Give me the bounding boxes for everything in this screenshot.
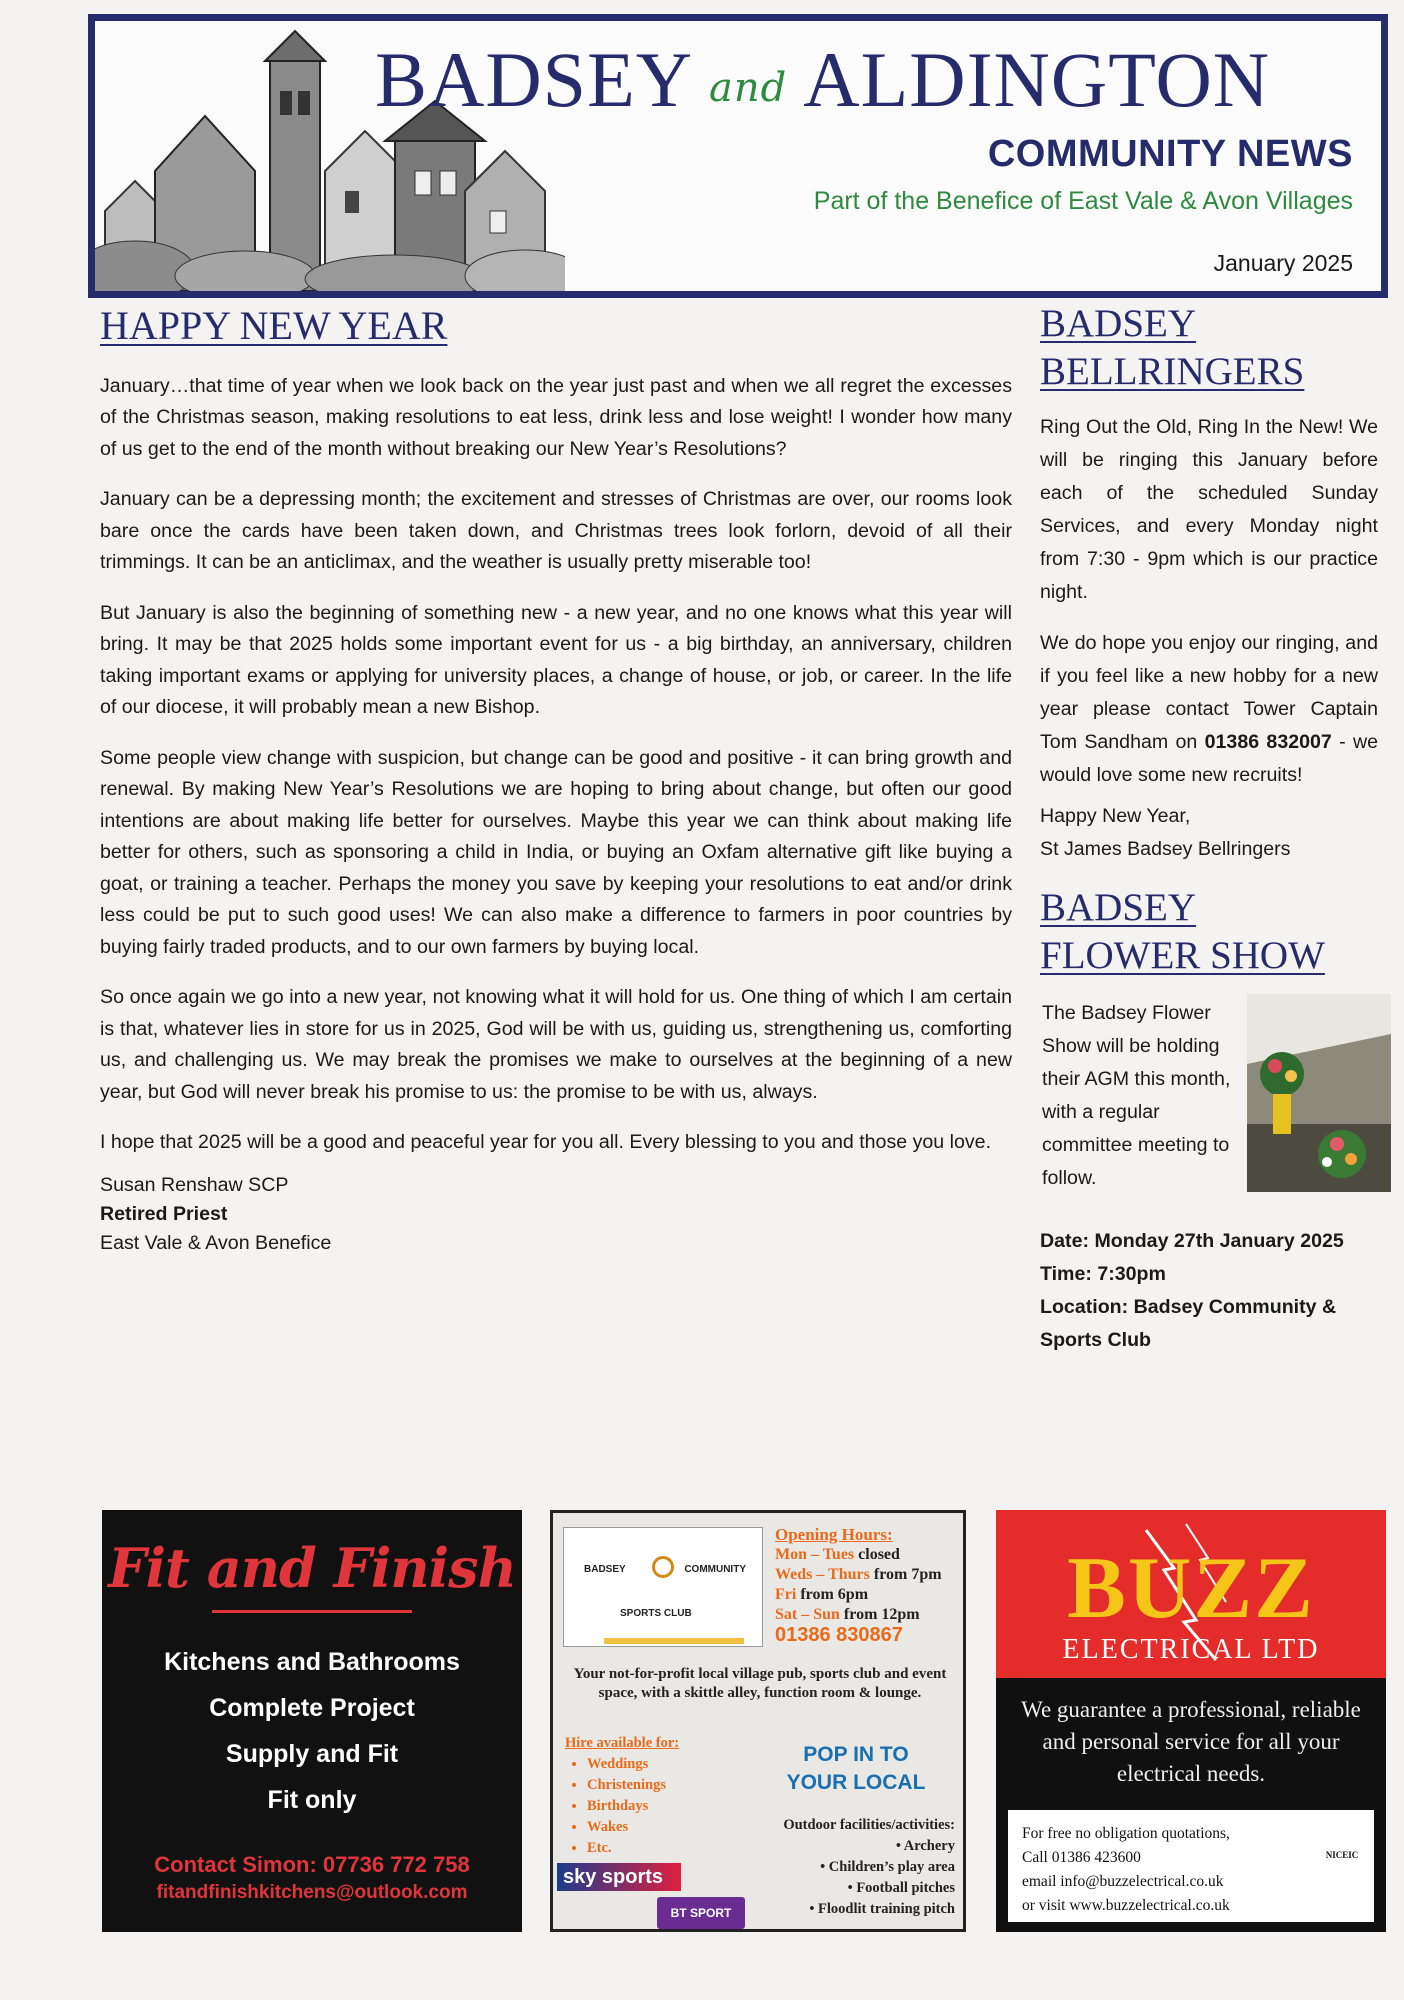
fit-finish-title: Fit and Finish [108,1536,516,1600]
football-icon [652,1556,674,1578]
bt-sport-logo: BT SPORT [657,1897,745,1929]
flower-show-block [1040,997,1378,1211]
flower-show-heading: BADSEY FLOWER SHOW [1040,886,1325,977]
article-paragraph: January…that time of year when we look back on the year just past and when we all regret the excesses of the Christmas season, making resolutions to eat less, drink less and lose weight! I wonder how many of us get to the end of the month without breaking our New Year’s Resolutions? [100,374,1012,460]
sports-club-description: Your not-for-profit local village pub, sports club and event space, with a skittle alley, function room & lounge. [573,1666,947,1701]
flower-show-location: Location: Badsey Community & Sports Club [1040,1296,1337,1352]
fit-finish-line: Kitchens and Bathrooms [164,1648,460,1676]
article-paragraph: I hope that 2025 will be a good and peaceful year for you all. Every blessing to you and those you love. [100,1131,992,1154]
hire-item: • Wakes [587,1817,679,1838]
article-paragraph: January can be a depressing month; the excitement and stresses of Christmas are over, our rooms look bare once the cards have been taken down, and Christmas trees look forlorn, devoid of all their trimmings. It can be an anticlimax, and the weather is usually pretty miserable too! [100,488,1012,574]
fit-and-finish-ad [102,1510,522,1932]
outdoor-item: • Floodlit training pitch [809,1901,955,1917]
bellringers-paragraph: Ring Out the Old, Ring In the New! We will be ringing this January before each of the scheduled Sunday Services, and every Monday night from 7:30 - 9pm which is our practice night. [1040,416,1378,604]
outdoor-item: • Archery [895,1838,955,1854]
pop-in-slogan: POP IN TO YOUR LOCAL [786,1743,926,1794]
bellringers-signoff: Happy New Year, St James Badsey Bellringers [1040,805,1291,861]
hire-item: • Christenings [587,1775,679,1796]
flower-show-text: The Badsey Flower Show will be holding their AGM this month, with a regular committee meeting to follow. [1042,1002,1231,1190]
buzz-guarantee: We guarantee a professional, reliable and personal service for all your electrical needs. [1021,1697,1361,1786]
flower-show-details [1040,1225,1378,1357]
bellringers-contact: We do hope you enjoy our ringing, and if you feel like a new hobby for a new year please contact Tower Captain Tom Sandham on 01386 832007 - we would love some new recruits! [1040,632,1379,787]
buzz-email: email info@buzzelectrical.co.uk [1022,1873,1224,1890]
signature-parish: East Vale & Avon Benefice [100,1231,332,1254]
fit-finish-contact: Contact Simon: 07736 772 758 fitandfinishkitchens@outlook.com [102,1851,522,1907]
fit-finish-divider [212,1610,412,1613]
signature-role: Retired Priest [100,1202,228,1225]
article-paragraph: But January is also the beginning of something new - a new year, and no one knows what this year will bring. It may be that 2025 holds some important event for us - a big birthday, an anniversary, children taking important exams or applying for university places, a change of house, or job, or career. In the life of our diocese, it will probably mean a new Bishop. [100,601,1012,719]
masthead [88,14,1388,298]
hours-row: Weds – Thurs from 7pm [775,1566,942,1583]
flower-arrangement-photo [1247,994,1391,1192]
hire-item: • Birthdays [587,1796,679,1817]
outdoor-item: • Football pitches [847,1880,955,1896]
buzz-subtitle: ELECTRICAL LTD [1062,1634,1320,1665]
signature-name: Susan Renshaw SCP [100,1173,289,1196]
hours-row: Mon – Tues closed [775,1546,900,1563]
sports-club-phone: 01386 830867 [775,1624,903,1646]
article-paragraph: So once again we go into a new year, not knowing what it will hold for us. One thing of which I am certain is that, whatever lies in store for us in 2025, God will be with us, guiding us, strengthening us, comforting us, and challenging us. We may break the promises we make to ourselves at the beginning of a new year, but God will never break his promise to us: the promise to be with us, always. [100,986,1012,1103]
logo-underline [604,1638,744,1644]
fit-finish-line: Fit only [267,1786,357,1814]
bellringers-phone: 01386 832007 [1204,731,1332,754]
masthead-title: BADSEY and ALDINGTON [375,36,1271,123]
fit-finish-line: Supply and Fit [225,1740,399,1768]
issue-date: January 2025 [1213,250,1353,276]
buzz-electrical-ad [996,1510,1386,1932]
fit-finish-line: Complete Project [209,1694,415,1722]
happy-new-year-article [100,302,1012,1258]
bellringers-heading: BADSEY BELLRINGERS [1040,302,1305,393]
benefice-line: Part of the Benefice of East Vale & Avon Villages [813,187,1353,215]
hours-row: Fri from 6pm [775,1586,869,1603]
hours-row: Sat – Sun from 12pm [775,1606,920,1623]
buzz-banner [996,1510,1386,1678]
flower-show-time: Time: 7:30pm [1040,1263,1166,1286]
opening-hours: Opening Hours: Mon – Tues closed Weds – Thurs from 7pm Fri from 6pm Sat – Sun from 12pm 01386 830867 [775,1525,942,1646]
fit-finish-email: fitandfinishkitchens@outlook.com [156,1882,468,1903]
hire-item: • Weddings [587,1754,679,1775]
masthead-subtitle: COMMUNITY NEWS [987,133,1353,175]
sky-sports-logo: sky sports [557,1863,681,1891]
side-column [1040,300,1378,1357]
flower-show-date: Date: Monday 27th January 2025 [1040,1230,1344,1253]
article-paragraph: Some people view change with suspicion, but change can be good and positive - it can bring growth and renewal. By making New Year’s Resolutions we are hoping to bring about change, but often our good intentions are about making life better for ourselves. Maybe this year we can think about making life better for others, such as sponsoring a child in India, or buying an Oxfam alternative gift like buying a goat, or training a teacher. Perhaps the money you save by keeping your resolutions to eat and/or drink less could be put to such good uses! We can also make a difference to farmers in poor countries by buying fairly traded products, and to our own farmers by buying local. [100,746,1012,958]
hire-item: • Etc. [587,1838,679,1859]
article-heading: HAPPY NEW YEAR [100,303,448,348]
buzz-phone: Call 01386 423600 [1022,1849,1141,1866]
sports-club-ad [550,1510,966,1932]
niceic-badge: NICEIC [1325,1850,1359,1860]
sports-club-logo: BADSEY COMMUNITY SPORTS CLUB [563,1527,763,1647]
hire-list: Hire available for: • Weddings • Christenings • Birthdays • Wakes • Etc. [565,1733,679,1859]
title-and: and [709,65,788,112]
buzz-logo: BUZZ [1067,1540,1315,1637]
outdoor-facilities: Outdoor facilities/activities: • Archery • Children’s play area • Football pitches • Floodlit training pitch [783,1815,955,1920]
outdoor-item: • Children’s play area [820,1859,955,1875]
buzz-website: or visit www.buzzelectrical.co.uk [1022,1897,1230,1914]
buzz-contact-box: For free no obligation quotations, Call 01386 423600 email info@buzzelectrical.co.uk or visit www.buzzelectrical.co.uk NICEIC [1008,1810,1374,1922]
